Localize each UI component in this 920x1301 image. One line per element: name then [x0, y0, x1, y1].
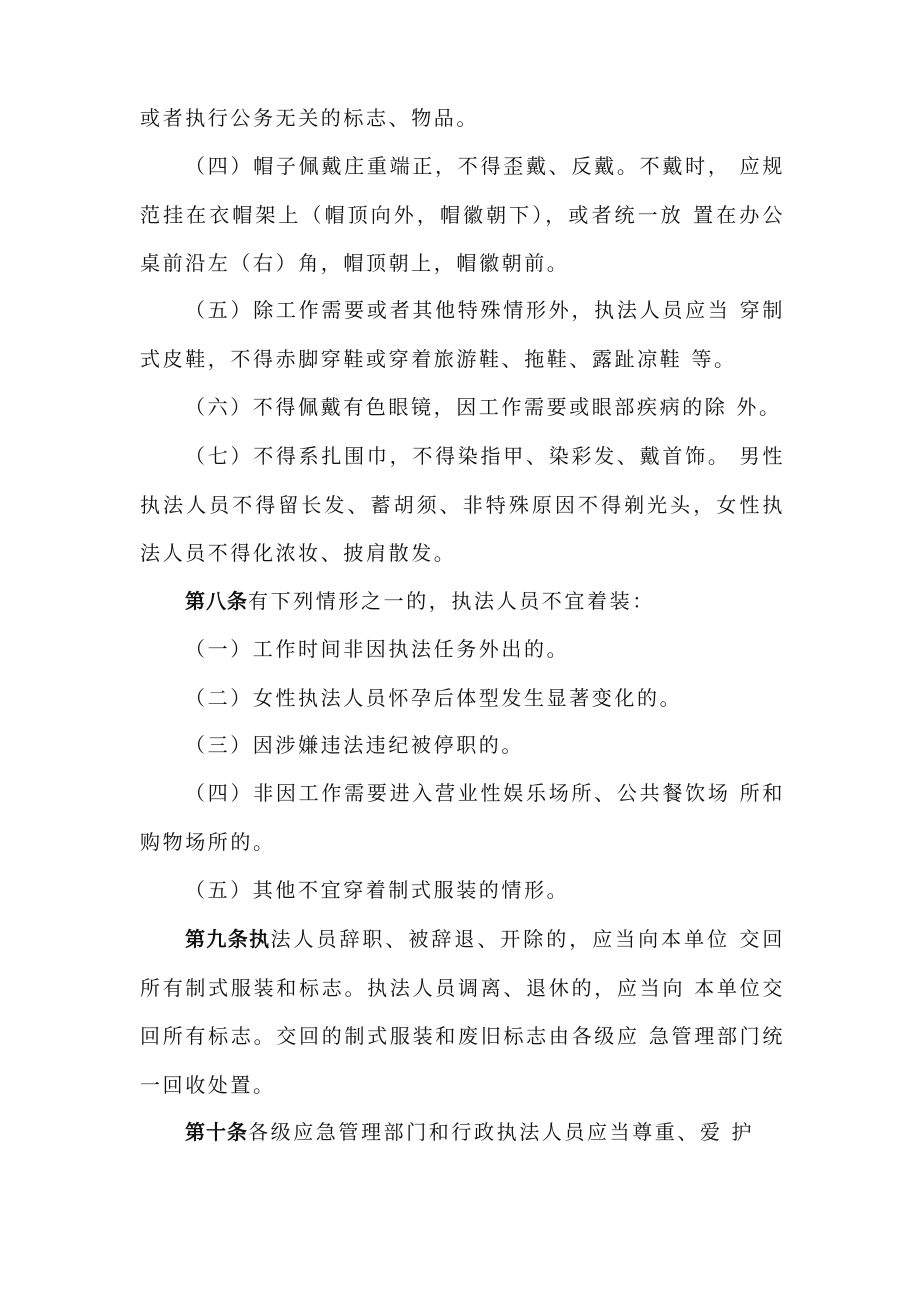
paragraph-item-5-shoes: （五）除工作需要或者其他特殊情形外，执法人员应当 穿制式皮鞋，不得赤脚穿鞋或穿着旅游鞋、拖鞋、露趾凉鞋 等。 [140, 298, 785, 371]
article-8-item-5: （五）其他不宜穿着制式服装的情形。 [185, 878, 570, 902]
paragraph-item-6-glasses: （六）不得佩戴有色眼镜，因工作需要或眼部疾病的除 外。 [185, 395, 782, 419]
article-10 [140, 1108, 785, 1157]
article-8-body: 有下列情形之一的，执法人员不宜着装： [248, 589, 655, 613]
article-8-heading: 第八条 [185, 589, 248, 613]
article-8-item-3: （三）因涉嫌违法违纪被停职的。 [185, 733, 524, 757]
paragraph-item-7-grooming: （七）不得系扎围巾，不得染指甲、染彩发、戴首饰。 男性执法人员不得留长发、蓄胡须、非特殊原因不得剃光头，女性执法人员不得化浓妆、披肩散发。 [140, 444, 785, 565]
article-10-heading: 第十条 [185, 1120, 248, 1144]
article-8-item-4: （四）非因工作需要进入营业性娱乐场所、公共餐饮场 所和购物场所的。 [140, 781, 785, 854]
article-10-body: 各级应急管理部门和行政执法人员应当尊重、爱 护 [248, 1120, 755, 1144]
article-9-heading: 第九条执 [185, 927, 271, 951]
article-9-body: 法人员辞职、被辞退、开除的，应当向本单位 交回所有制式服装和标志。执法人员调离、退休的，应当向 本单位交回所有标志。交回的制式服装和废旧标志由各级应 急管理部门统一回收处置。 [140, 927, 785, 1097]
paragraph-item-4-hat: （四）帽子佩戴庄重端正，不得歪戴、反戴。不戴时， 应规范挂在衣帽架上（帽顶向外，帽徽朝下），或者统一放 置在办公桌前沿左（右）角，帽顶朝上，帽徽朝前。 [140, 154, 785, 275]
article-8-item-2: （二）女性执法人员怀孕后体型发生显著变化的。 [185, 686, 683, 710]
article-8-item-1: （一）工作时间非因执法任务外出的。 [185, 637, 570, 661]
article-8 [140, 577, 785, 626]
article-9 [140, 915, 785, 1109]
paragraph-continuation: 或者执行公务无关的标志、物品。 [140, 106, 479, 130]
